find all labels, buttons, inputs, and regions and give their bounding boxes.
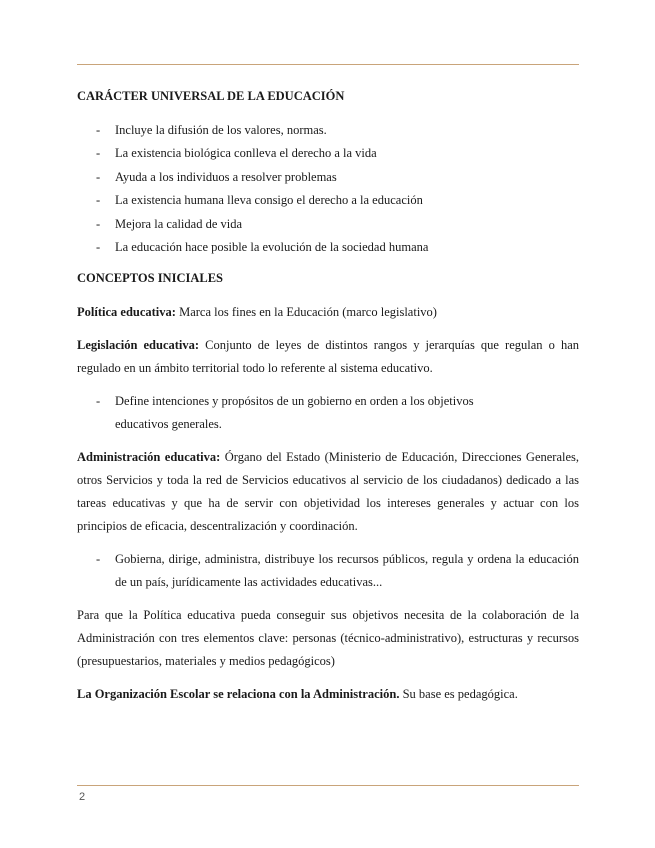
list-item: - Ayuda a los individuos a resolver problemas xyxy=(96,169,337,184)
legislacion-term: Legislación educativa: xyxy=(77,338,200,353)
header-rule xyxy=(77,64,579,65)
page-number: 2 xyxy=(79,791,86,803)
politica-term: Política educativa: xyxy=(77,305,176,320)
administracion-paragraph: Administración educativa: Órgano del Estado (Ministerio de Educación, Direcciones Generales, otros Servicios y toda la red de Servicios educativos al servicio de los ciudadanos) dedicado a las tareas educativas y que ha de servir con objetividad los intereses generales y actuar con los principios de eficacia, descentralización y coordinación. xyxy=(77,450,580,534)
list-item: - Gobierna, dirige, administra, distribuye los recursos públicos, regula y ordena la educación de un país, jurídicamente las actividades educativas... xyxy=(96,552,579,590)
list-item: - Mejora la calidad de vida xyxy=(96,216,243,231)
list-item: - La educación hace posible la evolución de la sociedad humana xyxy=(96,240,429,255)
caracter-list xyxy=(77,119,579,259)
organizacion-paragraph: La Organización Escolar se relaciona con la Administración. Su base es pedagógica. xyxy=(77,687,518,702)
legislacion-paragraph: Legislación educativa: Conjunto de leyes de distintos rangos y jerarquías que regulan o han regulado en un ámbito territorial todo lo referente al sistema educativo. xyxy=(77,338,579,376)
list-item: - Define intenciones y propósitos de un gobierno en orden a los objetivos educativos generales. xyxy=(96,394,474,432)
list-item: - Incluye la difusión de los valores, normas. xyxy=(96,123,327,137)
list-item: - La existencia humana lleva consigo el derecho a la educación xyxy=(96,193,423,208)
administracion-term: Administración educativa: xyxy=(77,450,221,465)
footer-rule xyxy=(77,785,579,786)
politica-paragraph: Política educativa: Marca los fines en la Educación (marco legislativo) xyxy=(77,305,437,320)
legislacion-list xyxy=(77,390,579,436)
organizacion-term: La Organización Escolar se relaciona con la Administración. xyxy=(77,687,400,702)
section-heading-caracter: CARÁCTER UNIVERSAL DE LA EDUCACIÓN xyxy=(77,89,345,103)
administracion-list xyxy=(77,548,579,594)
document-body xyxy=(77,85,579,716)
list-item: - La existencia biológica conlleva el derecho a la vida xyxy=(96,146,377,161)
section-heading-conceptos: CONCEPTOS INICIALES xyxy=(77,271,223,286)
final-paragraph: Para que la Política educativa pueda conseguir sus objetivos necesita de la colaboración de la Administración con tres elementos clave: personas (técnico-administrativo), estructuras y recursos (presupuestarios, materiales y medios pedagógicos) xyxy=(77,608,579,669)
